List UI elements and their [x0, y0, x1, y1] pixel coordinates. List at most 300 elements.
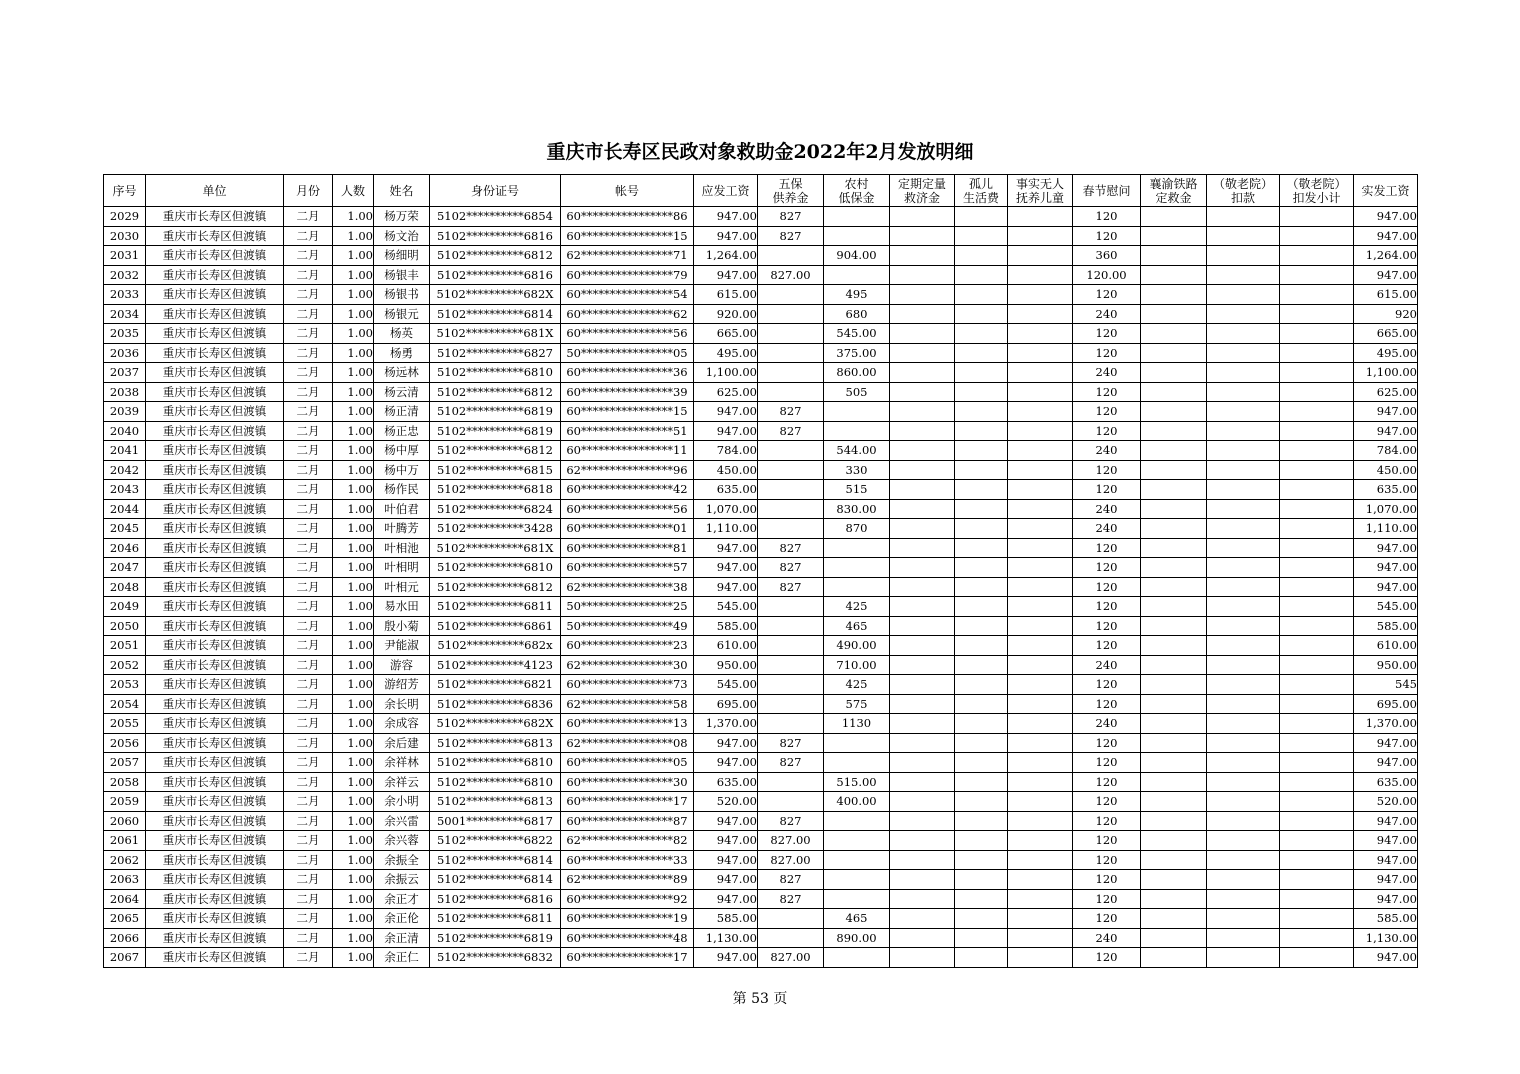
table-cell	[1141, 909, 1207, 929]
table-cell	[758, 792, 824, 812]
table-cell	[1207, 343, 1280, 363]
table-cell	[1008, 499, 1073, 519]
table-cell: 625.00	[1354, 382, 1418, 402]
table-cell: 重庆市长寿区但渡镇	[146, 343, 284, 363]
table-cell: 947.00	[1354, 948, 1418, 968]
table-cell: 62****************82	[561, 831, 694, 851]
table-cell: 545.00	[694, 597, 758, 617]
table-cell	[1141, 811, 1207, 831]
table-cell: 120	[1073, 421, 1141, 441]
table-cell: 947.00	[1354, 733, 1418, 753]
table-row	[104, 928, 1418, 948]
table-cell: 2066	[104, 928, 146, 948]
table-cell: 240	[1073, 363, 1141, 383]
table-cell: 1.00	[333, 694, 374, 714]
table-cell: 120	[1073, 480, 1141, 500]
table-cell	[890, 265, 955, 285]
table-cell: 2067	[104, 948, 146, 968]
table-cell: 2037	[104, 363, 146, 383]
table-cell	[758, 304, 824, 324]
table-cell: 5102**********6818	[430, 480, 561, 500]
table-cell: 二月	[284, 558, 333, 578]
table-cell: 5102**********3428	[430, 519, 561, 539]
table-cell	[1141, 831, 1207, 851]
table-cell	[955, 577, 1008, 597]
table-cell: 二月	[284, 753, 333, 773]
column-header: 身份证号	[430, 175, 561, 207]
table-cell: 重庆市长寿区但渡镇	[146, 597, 284, 617]
table-row	[104, 616, 1418, 636]
table-cell: 947.00	[1354, 870, 1418, 890]
table-cell	[1280, 538, 1354, 558]
table-cell: 重庆市长寿区但渡镇	[146, 616, 284, 636]
table-cell	[1207, 675, 1280, 695]
table-cell	[824, 811, 890, 831]
table-cell: 2059	[104, 792, 146, 812]
table-cell	[1008, 577, 1073, 597]
table-cell: 520.00	[1354, 792, 1418, 812]
table-cell: 2063	[104, 870, 146, 890]
table-cell: 余祥云	[374, 772, 430, 792]
table-row	[104, 324, 1418, 344]
table-cell: 重庆市长寿区但渡镇	[146, 889, 284, 909]
table-cell: 2051	[104, 636, 146, 656]
table-cell: 920	[1354, 304, 1418, 324]
table-cell	[1207, 226, 1280, 246]
table-cell: 5102**********6816	[430, 226, 561, 246]
table-cell: 1.00	[333, 324, 374, 344]
table-cell: 5102**********6810	[430, 753, 561, 773]
table-row	[104, 870, 1418, 890]
table-cell: 尹能淑	[374, 636, 430, 656]
table-cell: 2029	[104, 207, 146, 227]
table-cell: 120	[1073, 811, 1141, 831]
table-cell: 二月	[284, 577, 333, 597]
table-cell: 947.00	[1354, 265, 1418, 285]
table-cell: 1.00	[333, 265, 374, 285]
table-cell: 1.00	[333, 870, 374, 890]
table-cell: 1,264.00	[1354, 246, 1418, 266]
table-cell: 二月	[284, 616, 333, 636]
table-cell: 635.00	[694, 772, 758, 792]
table-cell: 5102**********6819	[430, 421, 561, 441]
column-header: 五保 供养金	[758, 175, 824, 207]
table-cell	[955, 636, 1008, 656]
table-cell: 二月	[284, 655, 333, 675]
table-cell: 120	[1073, 402, 1141, 422]
table-cell: 120	[1073, 616, 1141, 636]
table-cell	[955, 538, 1008, 558]
table-cell: 二月	[284, 772, 333, 792]
table-cell: 62****************58	[561, 694, 694, 714]
column-header: 应发工资	[694, 175, 758, 207]
column-header: 序号	[104, 175, 146, 207]
table-cell: 杨银丰	[374, 265, 430, 285]
column-header: 姓名	[374, 175, 430, 207]
table-cell	[1141, 772, 1207, 792]
table-cell: 叶相明	[374, 558, 430, 578]
table-cell	[1008, 421, 1073, 441]
table-cell: 二月	[284, 597, 333, 617]
column-header: 单位	[146, 175, 284, 207]
table-cell	[1280, 480, 1354, 500]
table-cell	[1141, 597, 1207, 617]
table-cell: 重庆市长寿区但渡镇	[146, 811, 284, 831]
table-cell: 120	[1073, 207, 1141, 227]
table-cell: 重庆市长寿区但渡镇	[146, 265, 284, 285]
table-cell: 947.00	[1354, 402, 1418, 422]
table-cell	[890, 714, 955, 734]
table-cell	[1008, 753, 1073, 773]
table-cell: 515	[824, 480, 890, 500]
table-cell	[1207, 460, 1280, 480]
table-cell	[1280, 324, 1354, 344]
table-cell: 2045	[104, 519, 146, 539]
table-cell: 重庆市长寿区但渡镇	[146, 792, 284, 812]
table-cell	[890, 792, 955, 812]
table-cell	[890, 753, 955, 773]
table-cell	[955, 265, 1008, 285]
table-cell: 二月	[284, 480, 333, 500]
table-cell: 二月	[284, 909, 333, 929]
table-row	[104, 597, 1418, 617]
table-cell: 665.00	[694, 324, 758, 344]
table-cell: 2054	[104, 694, 146, 714]
table-cell: 二月	[284, 343, 333, 363]
table-cell: 947.00	[1354, 421, 1418, 441]
table-cell: 62****************89	[561, 870, 694, 890]
table-cell	[955, 519, 1008, 539]
table-cell: 827	[758, 753, 824, 773]
table-cell	[1141, 733, 1207, 753]
table-cell	[890, 519, 955, 539]
table-cell: 947.00	[1354, 226, 1418, 246]
table-cell: 余长明	[374, 694, 430, 714]
table-cell: 二月	[284, 870, 333, 890]
table-cell: 1.00	[333, 636, 374, 656]
table-cell	[1008, 558, 1073, 578]
table-cell: 60****************11	[561, 441, 694, 461]
table-cell: 904.00	[824, 246, 890, 266]
table-cell: 5102**********6816	[430, 265, 561, 285]
table-cell: 827.00	[758, 850, 824, 870]
table-cell: 二月	[284, 499, 333, 519]
table-cell: 615.00	[1354, 285, 1418, 305]
table-cell: 5102**********6812	[430, 577, 561, 597]
table-cell	[890, 909, 955, 929]
table-row	[104, 831, 1418, 851]
table-row	[104, 889, 1418, 909]
table-cell	[1141, 402, 1207, 422]
table-cell: 2043	[104, 480, 146, 500]
table-cell: 120	[1073, 460, 1141, 480]
table-cell	[890, 304, 955, 324]
table-cell	[758, 499, 824, 519]
table-row	[104, 753, 1418, 773]
table-cell: 495.00	[694, 343, 758, 363]
table-cell: 1.00	[333, 928, 374, 948]
table-cell	[1207, 382, 1280, 402]
table-cell: 2058	[104, 772, 146, 792]
table-cell: 1.00	[333, 753, 374, 773]
table-cell: 二月	[284, 811, 333, 831]
table-cell: 二月	[284, 246, 333, 266]
table-cell: 695.00	[1354, 694, 1418, 714]
table-cell: 杨勇	[374, 343, 430, 363]
table-cell: 杨中万	[374, 460, 430, 480]
table-cell: 947.00	[694, 850, 758, 870]
table-cell	[1207, 714, 1280, 734]
table-cell	[824, 870, 890, 890]
table-cell: 1.00	[333, 519, 374, 539]
table-cell	[955, 616, 1008, 636]
table-cell	[1008, 889, 1073, 909]
table-cell: 947.00	[1354, 831, 1418, 851]
table-cell	[890, 207, 955, 227]
table-cell	[1141, 480, 1207, 500]
table-cell: 120	[1073, 694, 1141, 714]
table-cell: 120	[1073, 675, 1141, 695]
table-cell: 947.00	[694, 421, 758, 441]
table-cell: 1.00	[333, 246, 374, 266]
table-cell: 二月	[284, 948, 333, 968]
table-row	[104, 421, 1418, 441]
table-cell	[758, 655, 824, 675]
table-cell	[758, 714, 824, 734]
table-cell: 120	[1073, 577, 1141, 597]
table-row	[104, 714, 1418, 734]
table-cell: 947.00	[694, 265, 758, 285]
table-cell: 1.00	[333, 675, 374, 695]
table-cell	[758, 324, 824, 344]
table-row	[104, 246, 1418, 266]
table-cell: 827	[758, 207, 824, 227]
table-cell: 二月	[284, 850, 333, 870]
table-cell: 60****************39	[561, 382, 694, 402]
table-cell: 重庆市长寿区但渡镇	[146, 636, 284, 656]
table-cell: 重庆市长寿区但渡镇	[146, 675, 284, 695]
table-cell: 重庆市长寿区但渡镇	[146, 948, 284, 968]
table-cell: 2035	[104, 324, 146, 344]
table-cell	[1008, 265, 1073, 285]
table-cell	[890, 441, 955, 461]
table-cell: 60****************56	[561, 324, 694, 344]
table-cell: 60****************19	[561, 909, 694, 929]
table-cell: 60****************57	[561, 558, 694, 578]
table-cell: 重庆市长寿区但渡镇	[146, 714, 284, 734]
table-cell: 1,370.00	[1354, 714, 1418, 734]
table-cell: 120	[1073, 948, 1141, 968]
table-cell: 5102**********6814	[430, 850, 561, 870]
table-cell: 120	[1073, 324, 1141, 344]
table-cell: 1.00	[333, 948, 374, 968]
table-cell: 叶相池	[374, 538, 430, 558]
table-cell: 余正仁	[374, 948, 430, 968]
table-cell: 870	[824, 519, 890, 539]
table-cell: 60****************86	[561, 207, 694, 227]
table-row	[104, 265, 1418, 285]
table-cell	[1280, 811, 1354, 831]
table-cell: 5102**********4123	[430, 655, 561, 675]
table-cell: 60****************33	[561, 850, 694, 870]
table-cell: 余祥林	[374, 753, 430, 773]
table-cell	[1008, 772, 1073, 792]
table-cell	[1207, 831, 1280, 851]
table-cell	[1008, 597, 1073, 617]
column-header: 春节慰问	[1073, 175, 1141, 207]
table-cell	[1207, 616, 1280, 636]
table-cell	[1207, 733, 1280, 753]
table-cell: 5102**********6814	[430, 870, 561, 890]
table-cell: 5102**********6854	[430, 207, 561, 227]
table-cell	[1207, 928, 1280, 948]
table-cell: 827.00	[758, 948, 824, 968]
table-row	[104, 636, 1418, 656]
table-cell: 240	[1073, 441, 1141, 461]
table-cell: 5102**********6816	[430, 889, 561, 909]
table-cell: 60****************01	[561, 519, 694, 539]
table-cell: 665.00	[1354, 324, 1418, 344]
table-cell: 杨正清	[374, 402, 430, 422]
table-cell: 重庆市长寿区但渡镇	[146, 753, 284, 773]
table-row	[104, 441, 1418, 461]
table-cell: 60****************54	[561, 285, 694, 305]
table-cell: 60****************73	[561, 675, 694, 695]
table-cell: 二月	[284, 421, 333, 441]
table-cell: 50****************49	[561, 616, 694, 636]
table-cell	[890, 948, 955, 968]
table-header	[104, 175, 1418, 207]
table-row	[104, 733, 1418, 753]
table-cell	[955, 714, 1008, 734]
table-cell: 余正才	[374, 889, 430, 909]
table-cell: 1,130.00	[1354, 928, 1418, 948]
table-cell	[758, 909, 824, 929]
table-cell: 2030	[104, 226, 146, 246]
table-cell	[1207, 480, 1280, 500]
table-cell	[1207, 538, 1280, 558]
table-cell	[955, 421, 1008, 441]
table-cell: 重庆市长寿区但渡镇	[146, 772, 284, 792]
table-cell: 330	[824, 460, 890, 480]
table-cell: 60****************56	[561, 499, 694, 519]
table-cell: 610.00	[694, 636, 758, 656]
table-cell: 2060	[104, 811, 146, 831]
table-cell: 5102**********6813	[430, 733, 561, 753]
table-cell: 二月	[284, 324, 333, 344]
table-cell	[890, 226, 955, 246]
table-cell: 5102**********6811	[430, 909, 561, 929]
table-cell	[955, 382, 1008, 402]
table-row	[104, 207, 1418, 227]
table-cell: 2039	[104, 402, 146, 422]
table-cell	[1280, 304, 1354, 324]
table-cell: 2053	[104, 675, 146, 695]
table-cell: 杨银书	[374, 285, 430, 305]
table-cell	[758, 480, 824, 500]
table-cell	[1207, 811, 1280, 831]
table-cell: 827	[758, 558, 824, 578]
table-cell	[1008, 850, 1073, 870]
table-cell	[1207, 246, 1280, 266]
table-cell: 余后建	[374, 733, 430, 753]
table-cell	[890, 480, 955, 500]
table-cell	[955, 460, 1008, 480]
table-cell	[1207, 304, 1280, 324]
table-cell	[758, 460, 824, 480]
table-cell	[955, 402, 1008, 422]
table-cell: 784.00	[694, 441, 758, 461]
table-cell: 827	[758, 811, 824, 831]
table-cell: 2057	[104, 753, 146, 773]
table-cell	[758, 363, 824, 383]
table-cell: 495.00	[1354, 343, 1418, 363]
table-row	[104, 772, 1418, 792]
table-cell: 2032	[104, 265, 146, 285]
table-cell: 5102**********6832	[430, 948, 561, 968]
table-row	[104, 304, 1418, 324]
table-cell	[1207, 324, 1280, 344]
table-cell: 120	[1073, 285, 1141, 305]
table-cell: 二月	[284, 363, 333, 383]
table-cell	[955, 850, 1008, 870]
table-cell: 2049	[104, 597, 146, 617]
table-cell: 947.00	[1354, 207, 1418, 227]
table-cell: 重庆市长寿区但渡镇	[146, 246, 284, 266]
table-cell: 695.00	[694, 694, 758, 714]
table-cell	[1207, 421, 1280, 441]
table-cell: 947.00	[1354, 850, 1418, 870]
table-cell: 1.00	[333, 441, 374, 461]
table-row	[104, 480, 1418, 500]
table-cell	[1280, 889, 1354, 909]
table-cell	[1141, 577, 1207, 597]
table-cell	[824, 265, 890, 285]
table-cell: 60****************62	[561, 304, 694, 324]
table-cell: 947.00	[1354, 753, 1418, 773]
table-row	[104, 519, 1418, 539]
table-cell: 2042	[104, 460, 146, 480]
table-cell	[1141, 324, 1207, 344]
table-cell: 585.00	[1354, 909, 1418, 929]
table-cell	[758, 636, 824, 656]
table-cell	[1141, 655, 1207, 675]
table-cell	[890, 343, 955, 363]
table-cell: 1.00	[333, 421, 374, 441]
table-cell: 叶伯君	[374, 499, 430, 519]
table-row	[104, 850, 1418, 870]
table-cell: 947.00	[694, 753, 758, 773]
table-cell	[1008, 285, 1073, 305]
table-row	[104, 948, 1418, 968]
table-cell	[955, 558, 1008, 578]
table-cell: 60****************92	[561, 889, 694, 909]
table-cell	[824, 733, 890, 753]
table-cell: 1.00	[333, 382, 374, 402]
table-cell	[1207, 636, 1280, 656]
table-cell: 827	[758, 870, 824, 890]
table-cell: 947.00	[1354, 811, 1418, 831]
table-cell: 490.00	[824, 636, 890, 656]
table-cell: 5102**********6812	[430, 441, 561, 461]
table-cell: 60****************15	[561, 226, 694, 246]
table-cell: 60****************23	[561, 636, 694, 656]
table-cell	[1207, 577, 1280, 597]
table-cell: 叶相元	[374, 577, 430, 597]
table-cell: 947.00	[694, 948, 758, 968]
table-cell: 5102**********6812	[430, 382, 561, 402]
table-cell	[1141, 792, 1207, 812]
